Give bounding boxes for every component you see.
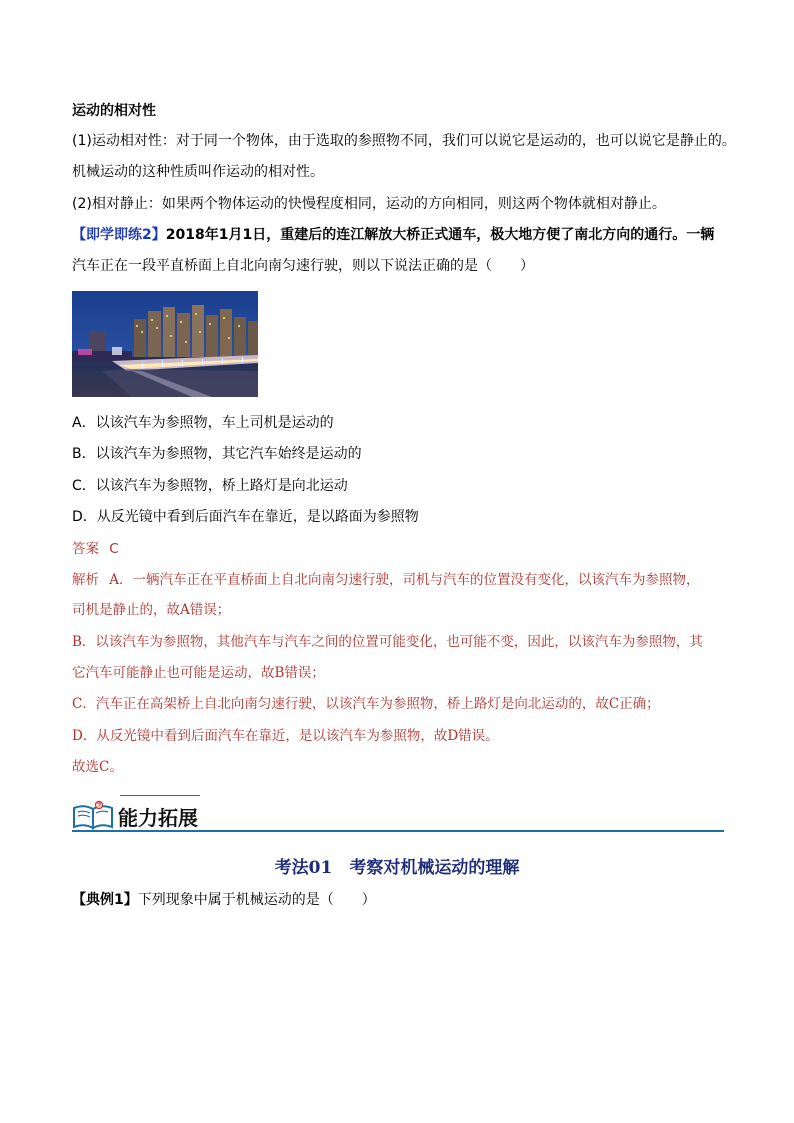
option-d: D．从反光镜中看到后面汽车在靠近，是以路面为参照物 <box>72 509 419 525</box>
explanation-line-7: 故选C。 <box>72 759 123 775</box>
exercise-tag: 【即学即练2】 <box>72 227 166 243</box>
example-text: 下列现象中属于机械运动的是（ ） <box>137 892 376 908</box>
explanation-line-4: 它汽车可能静止也可能是运动，故B错误； <box>72 665 325 681</box>
explanation-line-6: D．从反光镜中看到后面汽车在靠近，是以该汽车为参照物，故D错误。 <box>72 728 499 744</box>
explanation-line-5: C．汽车正在高架桥上自北向南匀速行驶，以该汽车为参照物，桥上路灯是向北运动的，故C正确； <box>72 696 660 712</box>
bridge-night-photo <box>72 291 258 397</box>
explanation-line-1 <box>72 570 700 590</box>
answer-line <box>72 539 119 559</box>
paragraph-1-line-1: (1)运动相对性：对于同一个物体，由于选取的参照物不同，我们可以说它是运动的，也可以说它是静止的。 <box>72 133 736 149</box>
paragraph-2: (2)相对静止：如果两个物体运动的快慢程度相同，运动的方向相同，则这两个物体就相对静止。 <box>72 196 666 212</box>
example-line <box>72 890 376 910</box>
option-b: B．以该汽车为参照物，其它汽车始终是运动的 <box>72 446 362 462</box>
explanation-text-1: A．一辆汽车正在平直桥面上自北向南匀速行驶，司机与汽车的位置没有变化，以该汽车为参照物， <box>109 572 700 588</box>
heading-relativity: 运动的相对性 <box>72 103 156 119</box>
answer-label: 答案 <box>72 541 99 557</box>
exercise-line-1 <box>72 225 714 245</box>
exercise-text-1: 2018年1月1日，重建后的连江解放大桥正式通车，极大地方便了南北方向的通行。一辆 <box>165 227 715 243</box>
explanation-line-3: B．以该汽车为参照物，其他汽车与汽车之间的位置可能变化，也可能不变，因此，以该汽车为参照物，其 <box>72 634 703 650</box>
section-title: 能力拓展 <box>118 806 198 830</box>
explanation-label: 解析 <box>72 572 99 588</box>
example-tag: 【典例1】 <box>72 892 138 908</box>
option-c: C．以该汽车为参照物，桥上路灯是向北运动 <box>72 478 348 494</box>
explanation-line-2: 司机是静止的，故A错误； <box>72 602 231 618</box>
method-title: 考法01 考察对机械运动的理解 <box>274 858 520 878</box>
answer-value: C <box>109 541 119 557</box>
section-rule <box>72 830 724 832</box>
option-a: A．以该汽车为参照物，车上司机是运动的 <box>72 415 334 431</box>
open-book-icon <box>72 800 114 830</box>
paragraph-1-line-2: 机械运动的这种性质叫作运动的相对性。 <box>72 164 324 180</box>
exercise-line-2: 汽车正在一段平直桥面上自北向南匀速行驶，则以下说法正确的是（ ） <box>72 258 534 274</box>
